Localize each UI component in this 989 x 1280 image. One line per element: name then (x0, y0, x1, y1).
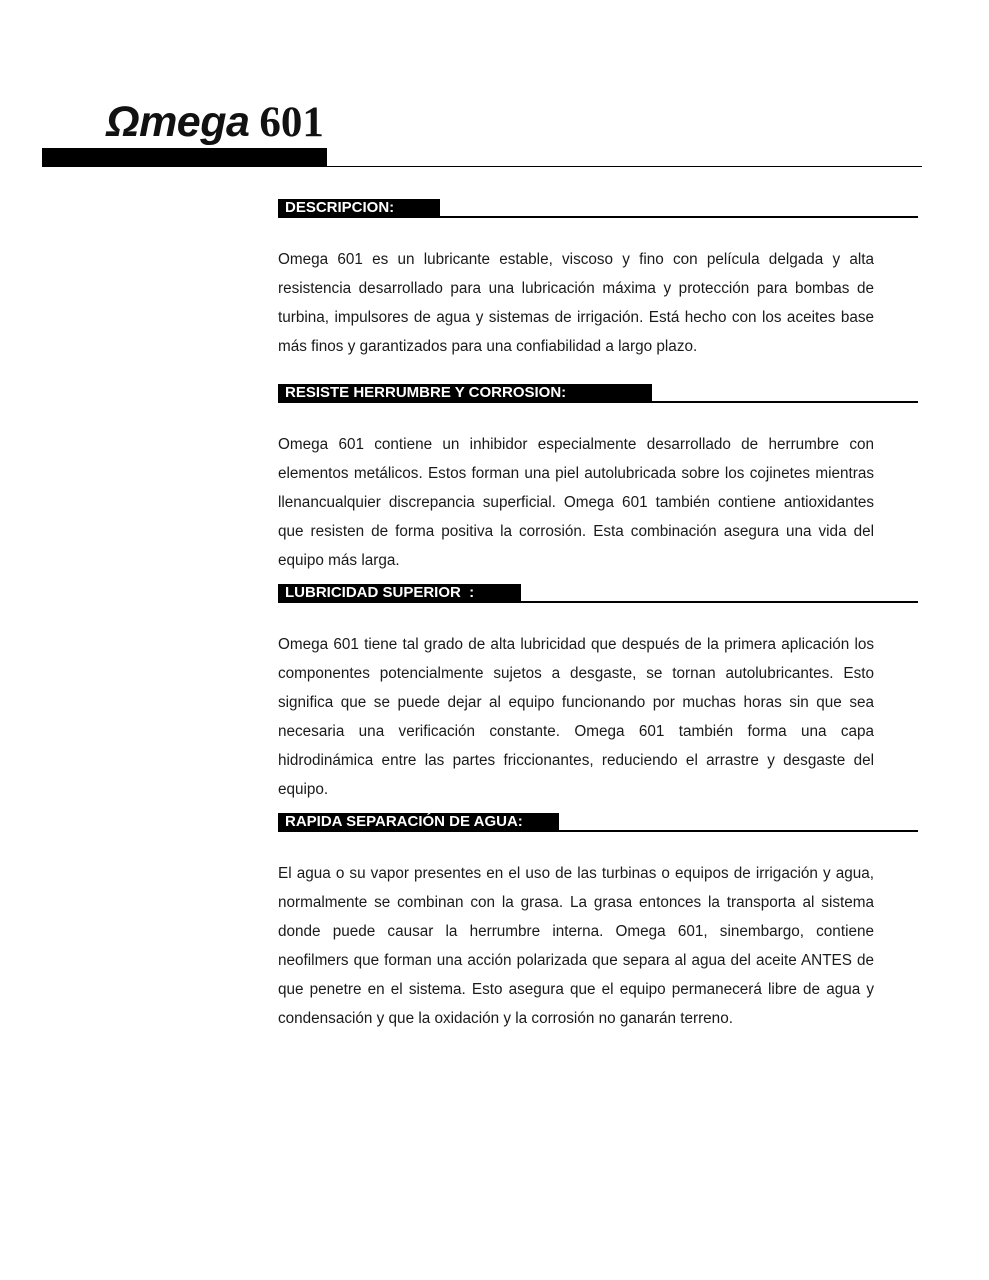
section-heading: RESISTE HERRUMBRE Y CORROSION: (278, 384, 652, 402)
title-underline-rule (327, 166, 922, 167)
section-lubricidad (278, 584, 874, 804)
section-body: Omega 601 contiene un inhibidor especialmente desarrollado de herrumbre con elementos metálicos. Estos forman una piel autolubricada sobre los cojinetes mientras llenancualquier discrepancia superficial. Omega 601 también contiene antioxidantes que resisten de forma positiva la corrosión. Esta combinación asegura una vida del equipo más larga. (278, 436, 874, 569)
section-heading: RAPIDA SEPARACIÓN DE AGUA: (278, 813, 559, 831)
section-divider (278, 401, 918, 403)
section-divider (278, 601, 918, 603)
section-header (278, 813, 918, 832)
section-header (278, 384, 918, 403)
section-divider (278, 216, 918, 218)
title-underline-bar (42, 148, 327, 167)
section-heading: LUBRICIDAD SUPERIOR : (278, 584, 521, 602)
section-body: Omega 601 tiene tal grado de alta lubricidad que después de la primera aplicación los componentes potencialmente sujetos a desgaste, se tornan autolubricantes. Esto significa que se puede dejar al equipo funcionando por muchas horas sin que sea necesaria una verificación constante. Omega 601 también forma una capa hidrodinámica entre las partes friccionantes, reduciendo el arrastre y desgaste del equipo. (278, 636, 874, 798)
section-body: Omega 601 es un lubricante estable, viscoso y fino con película delgada y alta resistencia desarrollado para una lubricación máxima y protección para bombas de turbina, impulsores de agua y sistemas de irrigación. Está hecho con los aceites base más finos y garantizados para una confiabilidad a largo plazo. (278, 251, 874, 355)
product-brand: Ωmega (106, 98, 250, 146)
product-title (106, 94, 324, 151)
section-header (278, 199, 918, 218)
section-heading: DESCRIPCION: (278, 199, 440, 217)
section-body: El agua o su vapor presentes en el uso de las turbinas o equipos de irrigación y agua, normalmente se combinan con la grasa. La grasa entonces la transporta al sistema donde puede causar la herrumbre interna. Omega 601, sinembargo, contiene neofilmers que forman una acción polarizada que separa al agua del aceite ANTES de que penetre en el sistema. Esto asegura que el equipo permanecerá libre de agua y condensación y que la oxidación y la corrosión no ganarán terreno. (278, 865, 874, 1027)
section-divider (278, 830, 918, 832)
section-separacion-agua (278, 813, 874, 1033)
product-model: 601 (259, 99, 324, 146)
section-header (278, 584, 918, 603)
section-descripcion (278, 199, 874, 361)
section-herrumbre-corrosion (278, 384, 874, 575)
